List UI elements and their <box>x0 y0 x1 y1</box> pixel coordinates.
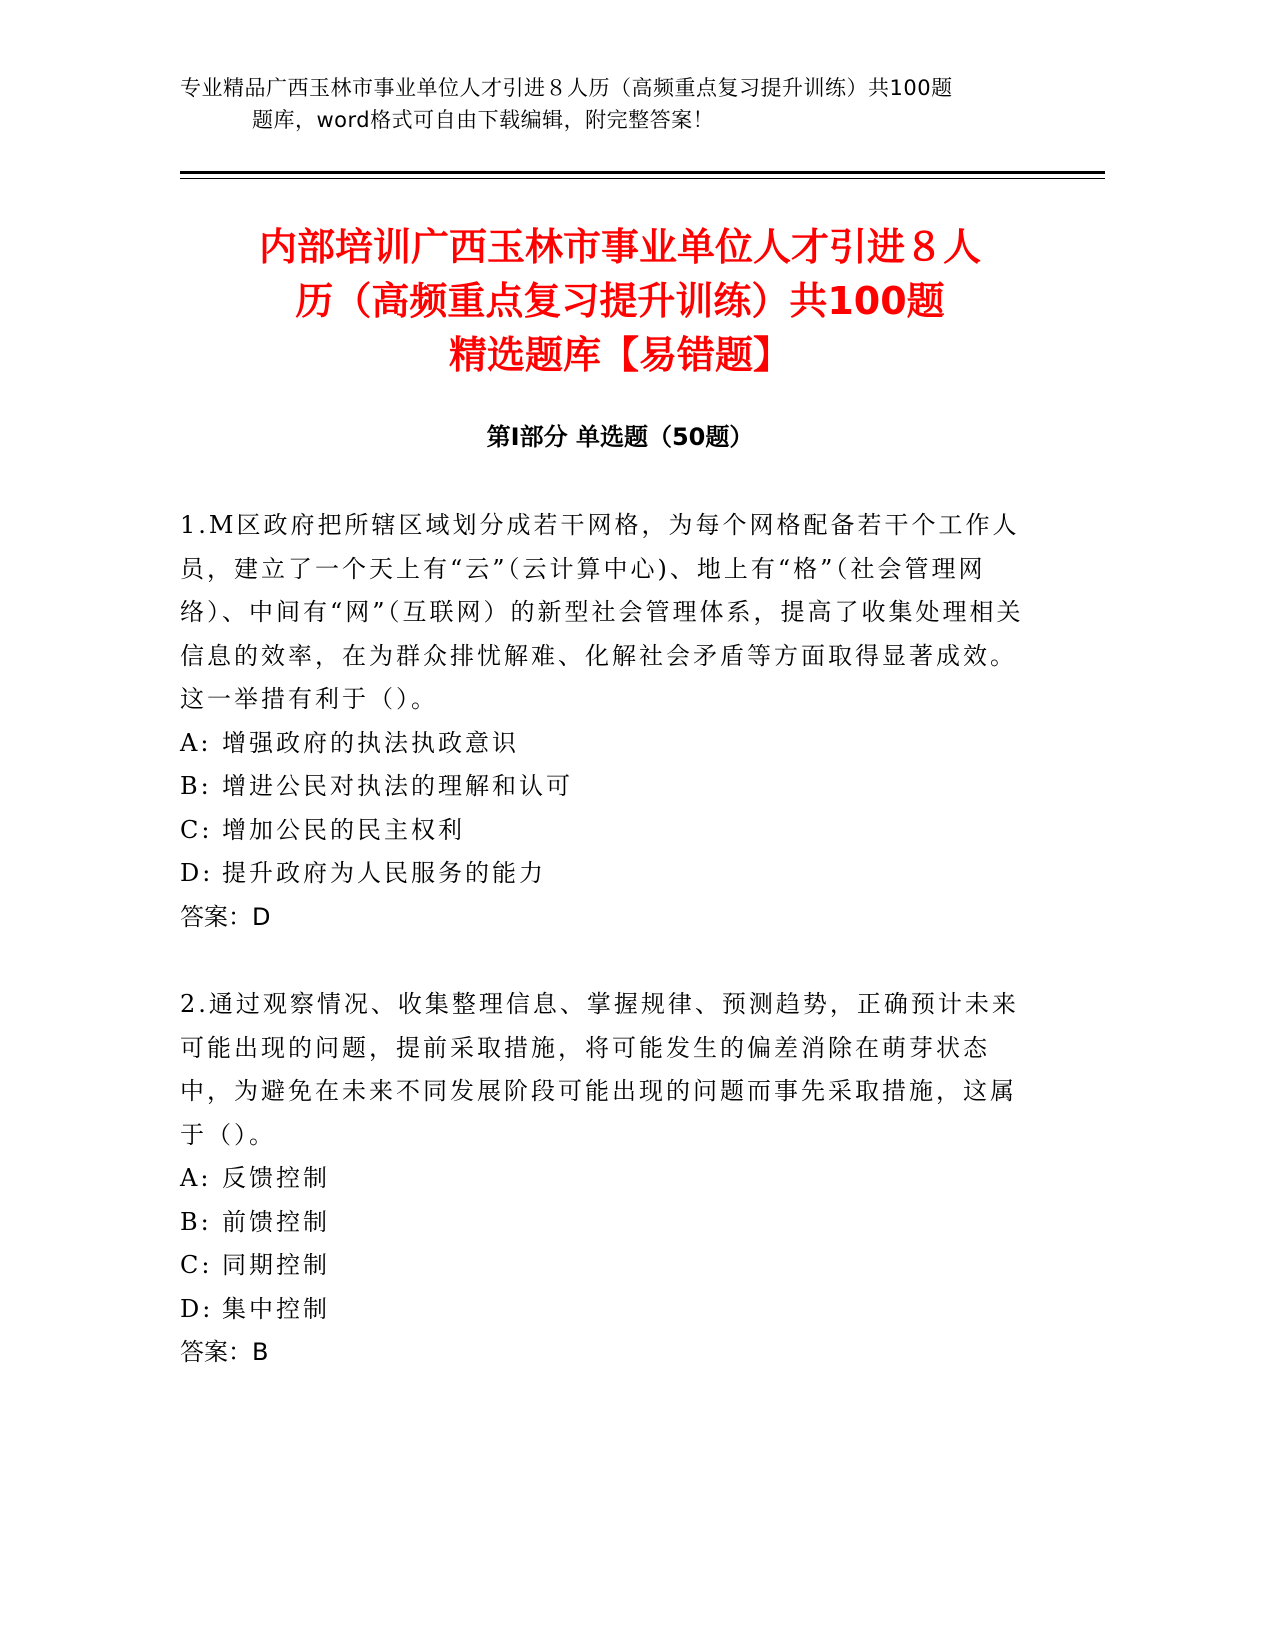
header-divider-thin <box>180 178 1105 179</box>
document-title <box>180 220 1060 382</box>
header-divider-thick <box>180 171 1105 174</box>
option-text: 增强政府的执法执政意识 <box>222 728 519 757</box>
option-key: D: <box>180 859 214 887</box>
option-b <box>180 765 1040 809</box>
option-key: A: <box>180 728 212 757</box>
option-text: 增进公民对执法的理解和认可 <box>222 772 573 800</box>
option-b <box>180 1201 1040 1245</box>
header-note-line1: 专业精品广西玉林市事业单位人才引进８人历（高频重点复习提升训练）共100题 <box>180 76 953 100</box>
option-text: 增加公民的民主权利 <box>222 815 465 844</box>
option-key: A: <box>180 1164 212 1192</box>
option-a <box>180 1157 1040 1201</box>
document-title-line2: 历（高频重点复习提升训练）共100题 <box>295 279 945 323</box>
option-text: 前馈控制 <box>222 1207 330 1236</box>
option-key: C: <box>180 1251 213 1279</box>
header-note-line2: 题库，word格式可自由下载编辑，附完整答案！ <box>252 108 715 132</box>
option-text: 反馈控制 <box>222 1164 330 1192</box>
option-key: B: <box>180 772 212 800</box>
question-text: 1.M区政府把所辖区域划分成若干网格，为每个网格配备若干个工作人员，建立了一个天上有“云”（云计算中心)、地上有“格”（社会管理网络）、中间有“网”（互联网）的新型社会管理体系，提高了收集处理相关信息的效率，在为群众排忧解难、化解社会矛盾等方面取得显著成效。这一举措有利于（）。 <box>180 511 1024 713</box>
option-text: 集中控制 <box>222 1294 330 1323</box>
document-title-line3: 精选题库【易错题】 <box>448 333 791 377</box>
option-key: C: <box>180 815 213 844</box>
document-title-line1: 内部培训广西玉林市事业单位人才引进８人 <box>258 225 981 269</box>
answer: 答案：B <box>180 1338 269 1366</box>
question-text: 2.通过观察情况、收集整理信息、掌握规律、预测趋势，正确预计未来可能出现的问题，提前采取措施，将可能发生的偏差消除在萌芽状态中，为避免在未来不同发展阶段可能出现的问题而事先采取措施，这属于（）。 <box>180 990 1019 1149</box>
option-text: 提升政府为人民服务的能力 <box>222 859 546 887</box>
option-key: D: <box>180 1294 214 1323</box>
header-note <box>180 72 1060 136</box>
option-d <box>180 852 1040 896</box>
section-title: 第Ⅰ部分 单选题（50题） <box>486 423 754 451</box>
option-d <box>180 1288 1040 1332</box>
answer: 答案：D <box>180 902 271 931</box>
option-c <box>180 809 1040 853</box>
option-text: 同期控制 <box>222 1251 330 1279</box>
question-1 <box>180 504 1040 939</box>
option-c <box>180 1244 1040 1288</box>
option-key: B: <box>180 1207 212 1236</box>
option-a <box>180 722 1040 766</box>
question-2 <box>180 983 1040 1375</box>
